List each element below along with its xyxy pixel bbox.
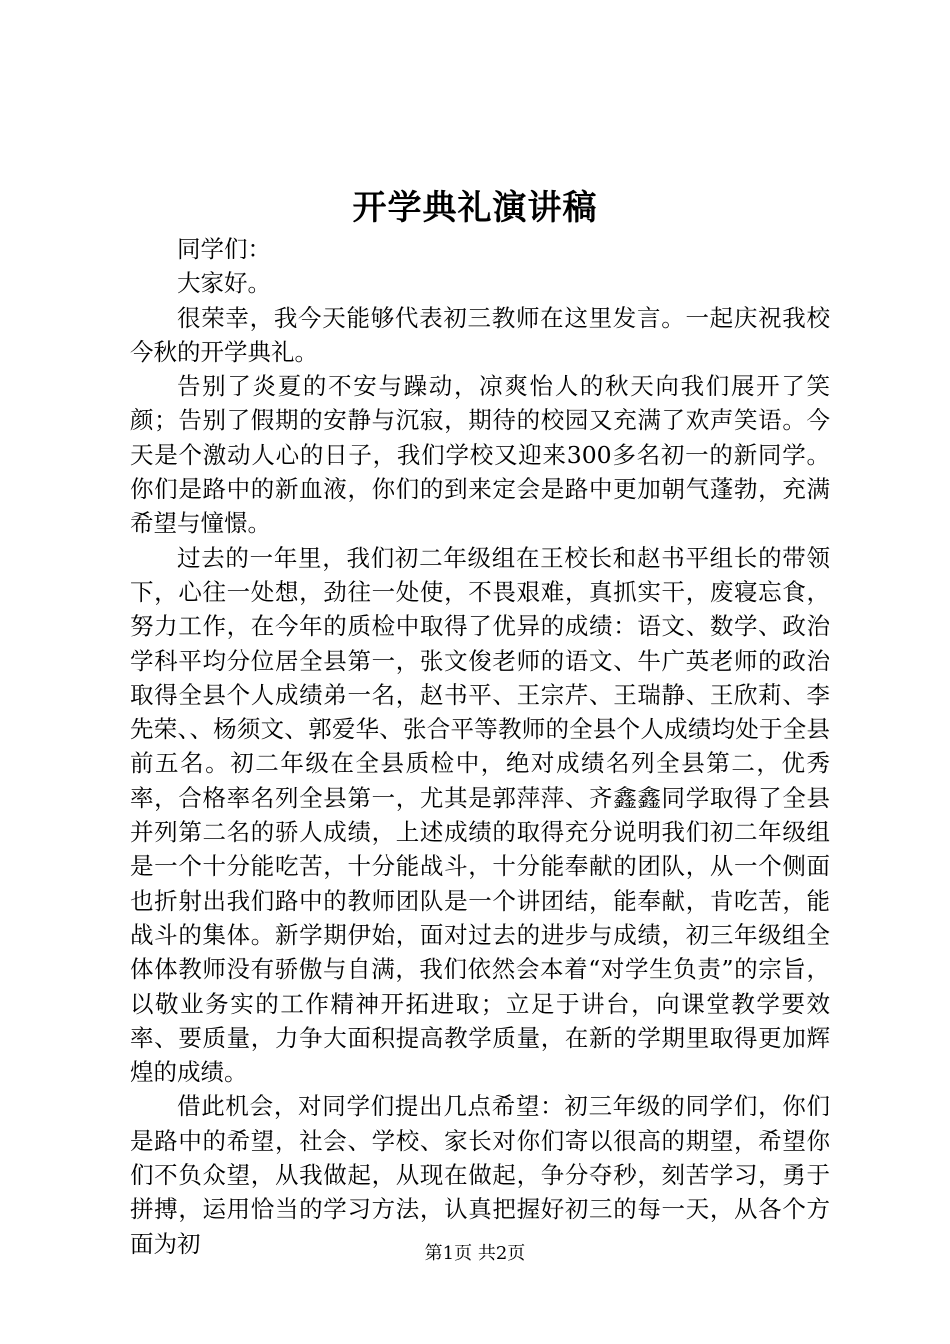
page-number-footer: 第1页 共2页 [424,1243,526,1264]
autumn-welcome-paragraph: 告别了炎夏的不安与躁动，凉爽怡人的秋天向我们展开了笑颜；告别了假期的安静与沉寂，期待的校园又充满了欢声笑语。今天是个激动人心的日子，我们学校又迎来300多名初一的新同学。你们是路中的新血液，你们的到来定会是路中更加朝气蓬勃，充满希望与憧憬。 [130,372,830,538]
salutation-paragraph: 同学们： [177,235,271,263]
document-title: 开学典礼演讲稿 [352,188,598,228]
document-body [130,232,830,1261]
hopes-paragraph: 借此机会，对同学们提出几点希望：初三年级的同学们，你们是路中的希望，社会、学校、家长对你们寄以很高的期望，希望你们不负众望，从我做起，从现在做起，争分夺秒，刻苦学习，勇于拼搏，运用恰当的学习方法，认真把握好初三的每一天，从各个方面为初 [130,1092,830,1258]
opening-paragraph: 很荣幸，我今天能够代表初三教师在这里发言。一起庆祝我校今秋的开学典礼。 [130,303,830,366]
greeting-paragraph: 大家好。 [177,269,271,298]
achievements-paragraph: 过去的一年里，我们初二年级组在王校长和赵书平组长的带领下，心往一处想，劲往一处使，不畏艰难，真抓实干，废寝忘食，努力工作，在今年的质检中取得了优异的成绩：语文、数学、政治学科平均分位居全县第一，张文俊老师的语文、牛广英老师的政治取得全县个人成绩弟一名，赵书平、王宗芹、王瑞静、王欣莉、李先荣、、杨须文、郭爱华、张合平等教师的全县个人成绩均处于全县前五名。初二年级在全县质检中，绝对成绩名列全县第二，优秀率，合格率名列全县第一，尤其是郭萍萍、齐鑫鑫同学取得了全县并列第二名的骄人成绩，上述成绩的取得充分说明我们初二年级组是一个十分能吃苦，十分能战斗，十分能奉献的团队，从一个侧面也折射出我们路中的教师团队是一个讲团结，能奉献，肯吃苦，能战斗的集体。新学期伊始，面对过去的进步与成绩，初三年级组全体体教师没有骄傲与自满，我们依然会本着“对学生负责”的宗旨，以敬业务实的工作精神开拓进取；立足于讲台，向课堂教学要效率、要质量，力争大面积提高教学质量，在新的学期里取得更加辉煌的成绩。 [130,543,830,1087]
